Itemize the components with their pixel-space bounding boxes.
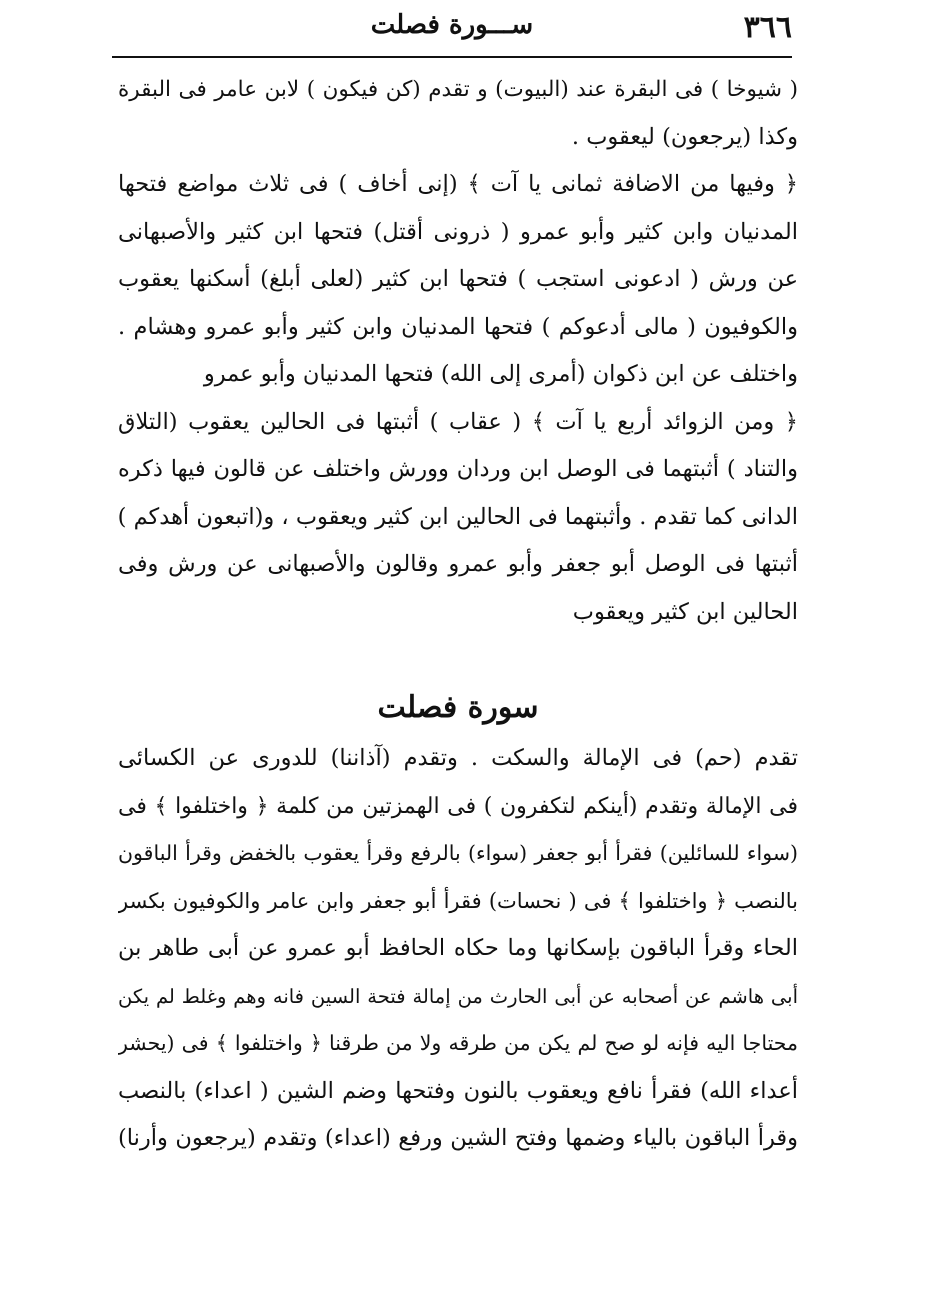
text-line: أثبتها فى الوصل أبو جعفر وأبو عمرو وقالون والأصبهانى عن ورش وفى [118,551,798,577]
text-line: ﴿ ومن الزوائد أربع يا آت ﴾ ( عقاب ) أثبتها فى الحالين يعقوب (التلاق [118,408,798,435]
page-header [112,6,792,52]
text-line: الحالين ابن كثير ويعقوب [572,598,798,625]
text-line: ( شيوخا ) فى البقرة عند (البيوت) و تقدم (كن فيكون ) لابن عامر فى البقرة [118,77,798,102]
section-title: سورة فصلت [377,690,539,725]
text-line: فى الإمالة وتقدم (أينكم لتكفرون ) فى الهمزتين من كلمة ﴿ واختلفوا ﴾ فى [118,793,798,819]
text-line: وقرأ الباقون بالياء وضمها وفتح الشين ورفع (اعداء) وتقدم (يرجعون وأرنا) [118,1125,798,1151]
text-line: أبى هاشم عن أصحابه عن أبى الحارث من إمالة فتحة السين فانه وهم وغلط لم يكن [118,984,798,1008]
text-line: محتاجا اليه فإنه لو صح لم يكن من طرقه ولا من طرقنا ﴿ واختلفوا ﴾ فى (يحشر [118,1031,798,1055]
text-line: ﴿ وفيها من الاضافة ثمانى يا آت ﴾ (إنى أخاف ) فى ثلاث مواضع فتحها [118,171,798,197]
text-line: الدانى كما تقدم . وأثبتهما فى الحالين ابن كثير ويعقوب ، و(اتبعون أهدكم ) [118,503,798,530]
text-line: واختلف عن ابن ذكوان (أمرى إلى الله) فتحها المدنيان وأبو عمرو [203,361,798,387]
previous-surah-text [118,66,798,636]
text-line: الحاء وقرأ الباقون بإسكانها وما حكاه الحافظ أبو عمرو عن أبى طاهر بن [118,935,798,961]
text-line: المدنيان وابن كثير وأبو عمرو ( ذرونى أقتل) فتحها ابن كثير والأصبهانى [118,218,798,245]
text-line: (سواء للسائلين) فقرأ أبو جعفر (سواء) بالرفع وقرأ يعقوب بالخفض وقرأ الباقون [118,841,798,865]
text-line: وكذا (يرجعون) ليعقوب . [571,123,798,150]
text-line: والتناد ) أثبتهما فى الوصل ابن وردان وورش واختلف عن قالون فيها ذكره [118,456,798,482]
page-number: ٣٦٦ [743,10,792,45]
text-line: بالنصب ﴿ واختلفوا ﴾ فى ( نحسات) فقرأ أبو جعفر وابن عامر والكوفيون بكسر [118,888,798,913]
text-line: تقدم (حم) فى الإمالة والسكت . وتقدم (آذاننا) للدورى عن الكسائى [118,745,798,771]
text-line: والكوفيون ( مالى أدعوكم ) فتحها المدنيان وابن كثير وأبو عمرو وهشام . [118,313,798,340]
text-line: عن ورش ( ادعونى استجب ) فتحها ابن كثير (لعلى أبلغ) أسكنها يعقوب [118,266,798,292]
surah-fussilat-text [118,735,798,1163]
header-rule [112,56,792,58]
running-title: ســـورة فصلت [370,10,534,40]
text-line: أعداء الله) فقرأ نافع ويعقوب بالنون وفتحها وضم الشين ( اعداء) بالنصب [118,1077,798,1104]
